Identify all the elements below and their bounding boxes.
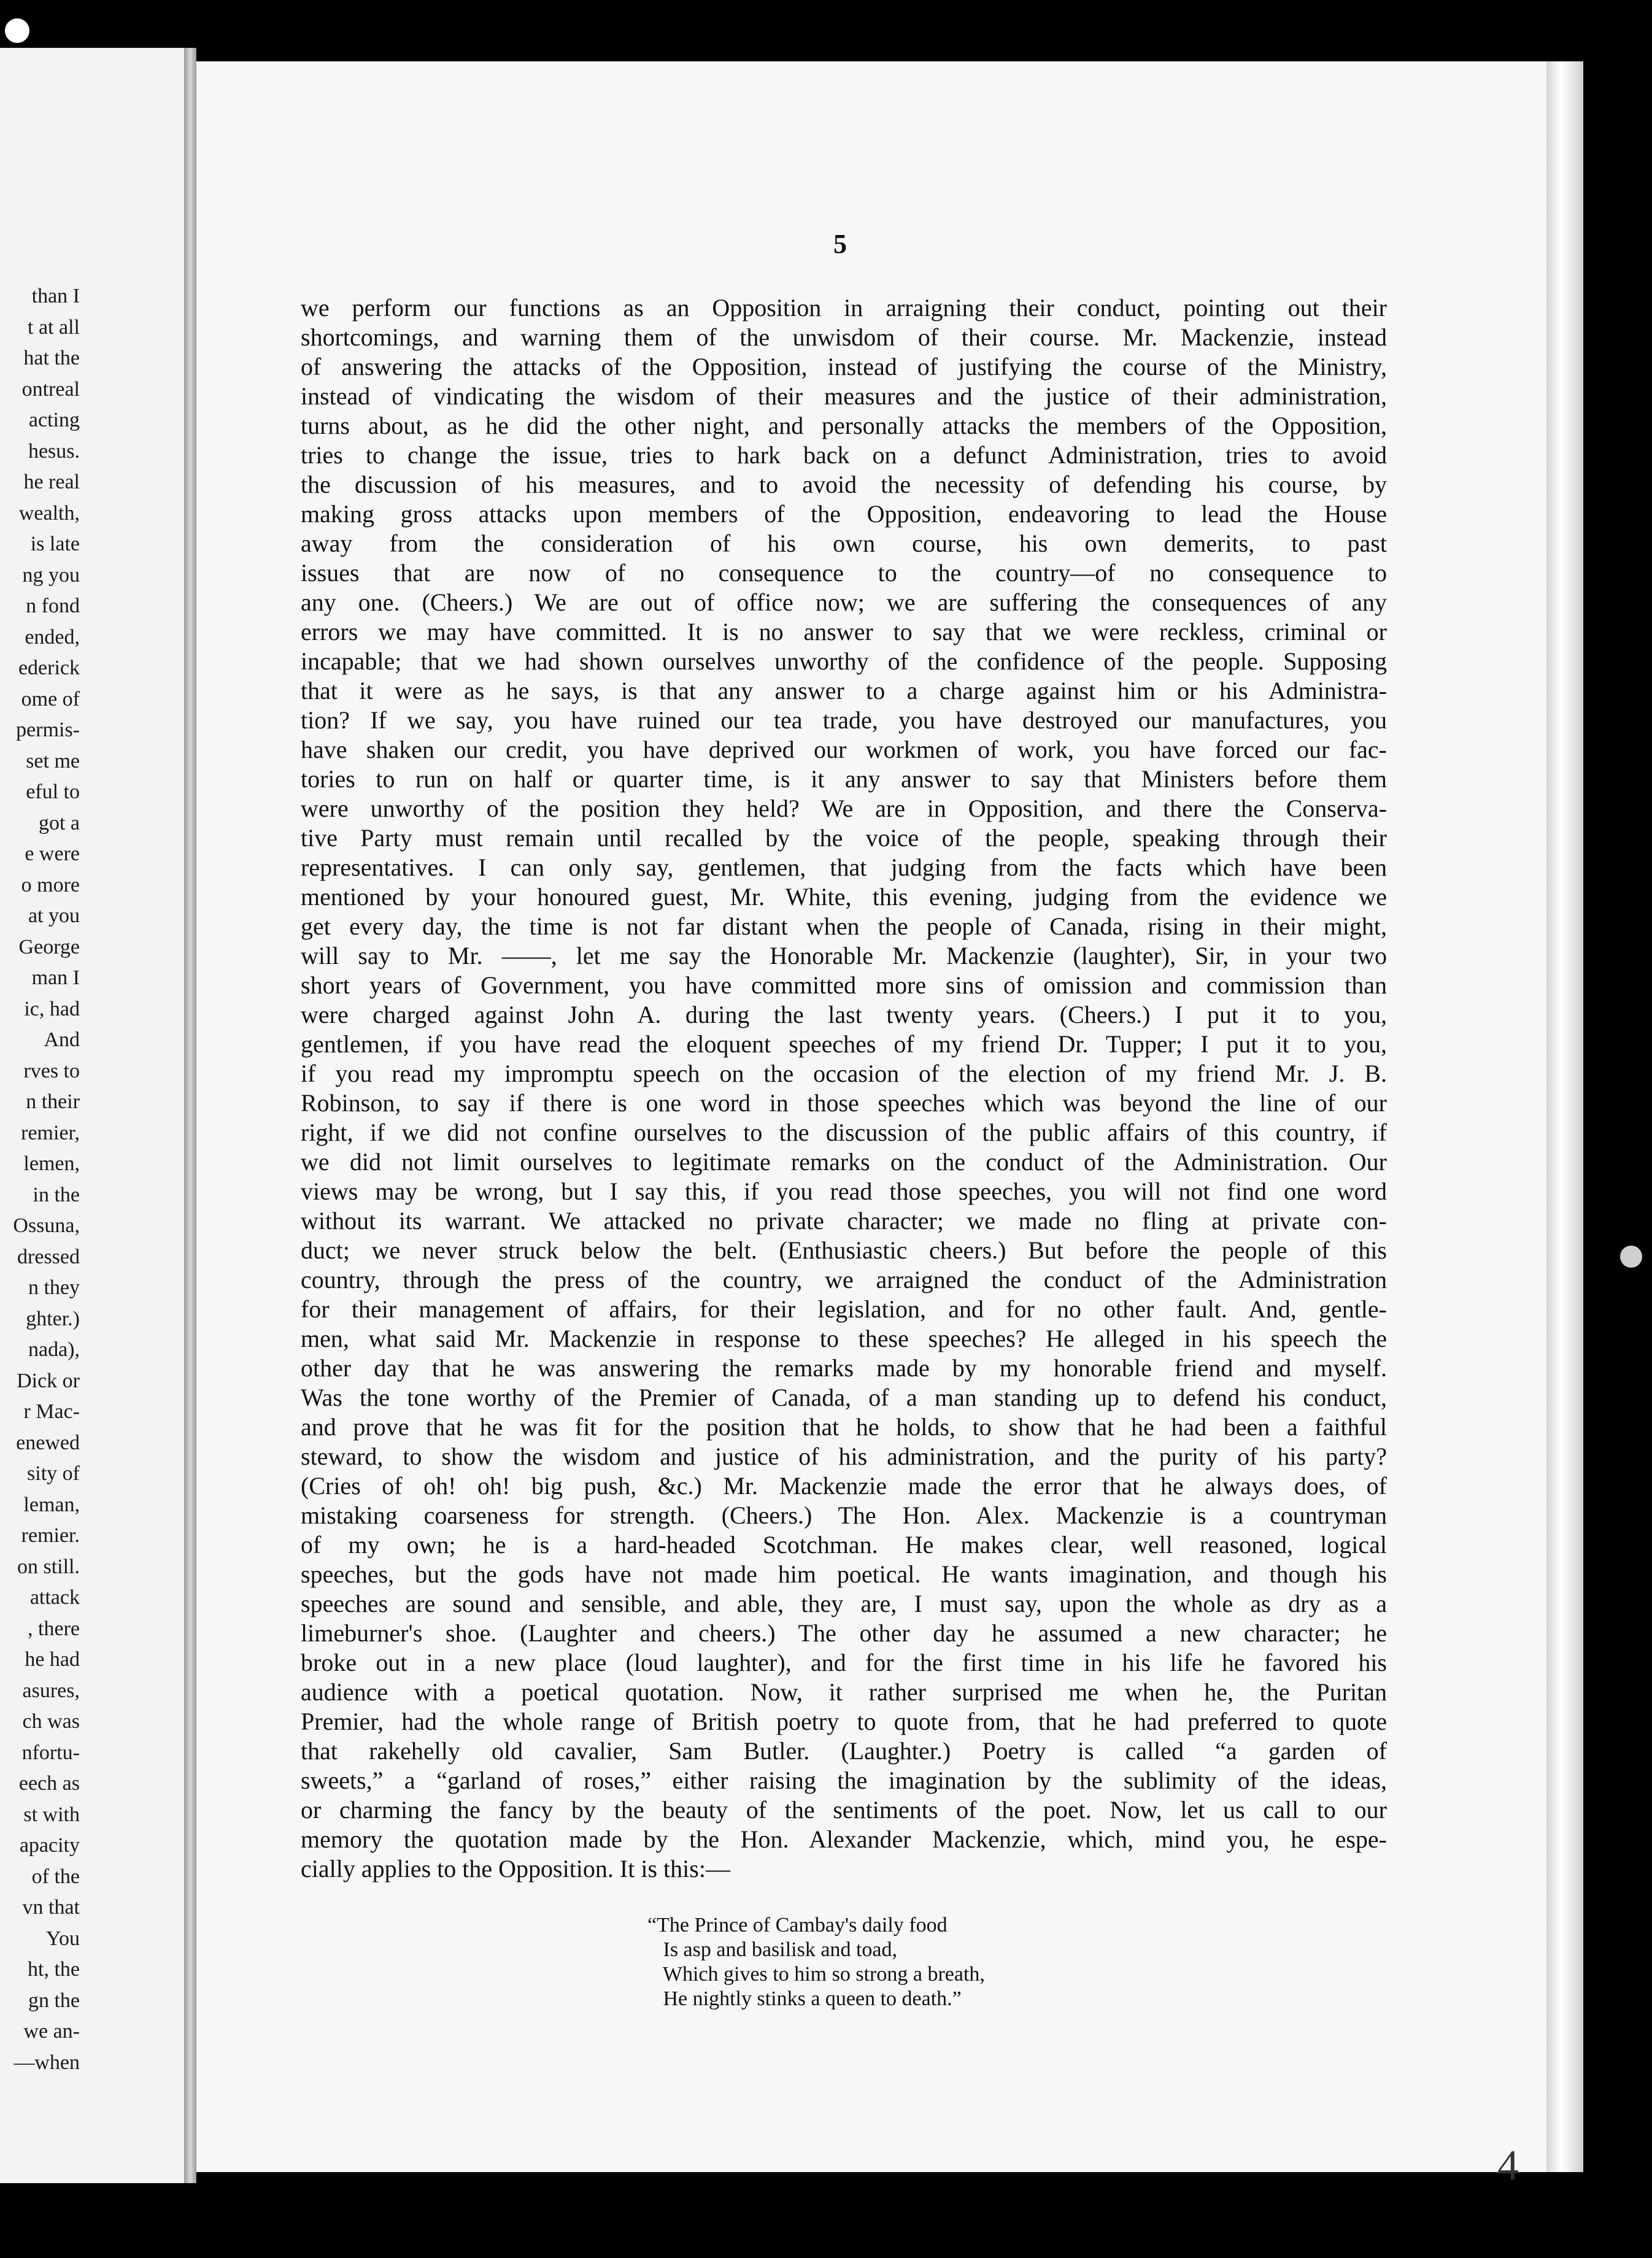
left-page-line: apacity [19,1834,80,1857]
text-line: that it were as he says, is that any answer to a charge against him or his Administra- [301,677,1387,704]
page-edge [1546,61,1583,2172]
left-page-line: remier. [21,1524,80,1547]
body-text [301,293,1387,1884]
text-line: of my own; he is a hard-headed Scotchman. He makes clear, well reasoned, logical [301,1531,1387,1559]
poem-line: He nightly stinks a queen to death.” [647,1987,962,2010]
page-number: 5 [833,229,847,259]
left-page-line: ghter.) [26,1307,80,1330]
left-page-line: he real [23,471,80,493]
left-page-line: on still. [17,1555,80,1578]
text-line: duct; we never struck below the belt. (Enthusiastic cheers.) But before the people of this [301,1236,1387,1264]
left-page-line: he had [25,1648,80,1671]
text-line: without its warrant. We attacked no private character; we made no fling at private con- [301,1207,1387,1235]
left-page-line: is late [30,533,80,555]
text-line: men, what said Mr. Mackenzie in response to these speeches? He alleged in his speech the [301,1325,1387,1352]
left-page-line: ht, the [28,1958,80,1981]
text-line: we perform our functions as an Opposition in arraigning their conduct, pointing out their [301,294,1387,322]
left-page-line: ic, had [24,997,80,1020]
text-line: incapable; that we had shown ourselves unworthy of the confidence of the people. Supposing [301,647,1387,675]
corner-handwritten-mark: 4 [1497,2142,1519,2189]
left-page-line: George [18,935,80,958]
left-page-line: man I [31,966,80,989]
text-line: tive Party must remain until recalled by the voice of the people, speaking through their [301,824,1387,852]
text-line: and prove that he was fit for the position that he holds, to show that he had been a faithful [301,1413,1387,1441]
text-line: tries to change the issue, tries to hark back on a defunct Administration, tries to avoid [301,441,1387,469]
text-line: other day that he was answering the remarks made by my honorable friend and myself. [301,1354,1387,1382]
text-line: gentlemen, if you have read the eloquent speeches of my friend Dr. Tupper; I put it to you, [301,1030,1387,1058]
left-page-fragment [0,48,184,2183]
left-page-line: st with [23,1803,80,1826]
left-page-line: ng you [22,563,80,587]
text-line: memory the quotation made by the Hon. Alexander Mackenzie, which, mind you, he espe- [301,1825,1387,1853]
text-line: turns about, as he did the other night, and personally attacks the members of the Opposition, [301,412,1387,439]
poem-line: “The Prince of Cambay's daily food [647,1914,948,1936]
left-page-line: nfortu- [21,1741,80,1764]
left-page-line: wealth, [18,501,80,525]
text-line: tion? If we say, you have ruined our tea trade, you have destroyed our manufactures, you [301,706,1387,734]
left-page-line: dressed [17,1245,80,1268]
left-page-line: we an- [23,2020,80,2043]
text-line: Robinson, to say if there is one word in those speeches which was beyond the line of our [301,1089,1387,1117]
text-line: that rakehelly old cavalier, Sam Butler. (Laughter.) Poetry is called “a garden of [301,1737,1387,1765]
left-page-line: in the [33,1183,80,1206]
text-line: representatives. I can only say, gentlemen, that judging from the facts which have been [301,853,1387,881]
text-line: if you read my impromptu speech on the occasion of the election of my friend Mr. J. B. [301,1060,1387,1087]
text-line: Was the tone worthy of the Premier of Canada, of a man standing up to defend his conduct, [301,1384,1387,1411]
text-line: views may be wrong, but I say this, if you read those speeches, you will not find one word [301,1177,1387,1205]
binding-hole-mark [1620,1246,1642,1268]
left-page-line: rves to [23,1059,80,1082]
text-line: issues that are now of no consequence to the country—of no consequence to [301,559,1387,587]
text-line: speeches, but the gods have not made him poetical. He wants imagination, and though his [301,1560,1387,1588]
left-page-line: ome of [21,687,80,711]
text-line: speeches are sound and sensible, and able, they are, I must say, upon the whole as dry as a [301,1590,1387,1617]
left-page-line: acting [28,409,80,431]
left-page-line: Dick or [17,1369,80,1392]
left-page-line: ch was [22,1710,80,1733]
left-page-line: lemen, [23,1152,80,1175]
left-page-line: remier, [21,1121,80,1144]
left-page-line: than I [31,285,80,307]
text-line: mentioned by your honoured guest, Mr. White, this evening, judging from the evidence we [301,883,1387,911]
left-page-line: ended, [25,625,80,649]
left-page-line: Ossuna, [13,1214,80,1237]
poem-line: Is asp and basilisk and toad, [647,1938,897,1961]
text-line: making gross attacks upon members of the Opposition, endeavoring to lead the House [301,500,1387,528]
left-page-line: asures, [22,1679,80,1702]
text-line: have shaken our credit, you have deprived our workmen of work, you have forced our fac- [301,736,1387,763]
left-page-line: n fond [26,595,80,617]
left-page-line: nada), [28,1338,80,1361]
text-line: will say to Mr. ——, let me say the Honorable Mr. Mackenzie (laughter), Sir, in your two [301,942,1387,969]
text-line: the discussion of his measures, and to avoid the necessity of defending his course, by [301,471,1387,498]
text-line: get every day, the time is not far distant when the people of Canada, rising in their might, [301,912,1387,940]
left-page-line: permis- [16,719,80,741]
left-page-line: of the [31,1865,80,1888]
left-page-line: got a [38,811,80,834]
text-line: sweets,” a “garland of roses,” either raising the imagination by the sublimity of the ideas, [301,1767,1387,1794]
poem-line: Which gives to him so strong a breath, [647,1963,985,1986]
left-page-line: You [45,1927,80,1950]
text-line: were charged against John A. during the last twenty years. (Cheers.) I put it to you, [301,1001,1387,1028]
punch-hole-mark [5,18,29,43]
text-line: mistaking coarseness for strength. (Cheers.) The Hon. Alex. Mackenzie is a countryman [301,1501,1387,1529]
text-line: steward, to show the wisdom and justice of his administration, and the purity of his party? [301,1443,1387,1470]
text-line: or charming the fancy by the beauty of the sentiments of the poet. Now, let us call to our [301,1796,1387,1824]
text-line: country, through the press of the country, we arraigned the conduct of the Administration [301,1266,1387,1293]
poem-quotation [647,1913,985,2011]
text-line: limeburner's shoe. (Laughter and cheers.) The other day he assumed a new character; he [301,1619,1387,1647]
left-page-line: , there [28,1617,80,1640]
text-line: any one. (Cheers.) We are out of office now; we are suffering the consequences of any [301,588,1387,616]
left-page-line: vn that [22,1896,80,1919]
left-page-line: ontreal [21,377,80,401]
left-page-line: o more [21,873,80,896]
text-line: (Cries of oh! oh! big push, &c.) Mr. Mackenzie made the error that he always does, of [301,1472,1387,1500]
left-page-line: r Mac- [23,1400,80,1423]
left-page-line: e were [25,842,80,865]
left-page-line: n they [28,1276,80,1299]
text-line: were unworthy of the position they held? We are in Opposition, and there the Conserva- [301,795,1387,822]
left-page-line: n their [26,1090,80,1113]
text-line: shortcomings, and warning them of the unwisdom of their course. Mr. Mackenzie, instead [301,323,1387,351]
text-line: Premier, had the whole range of British poetry to quote from, that he had preferred to quote [301,1708,1387,1735]
text-line: for their management of affairs, for their legislation, and for no other fault. And, gentle- [301,1295,1387,1323]
text-line: away from the consideration of his own course, his own demerits, to past [301,530,1387,557]
text-line: tories to run on half or quarter time, is it any answer to say that Ministers before them [301,765,1387,793]
text-line: short years of Government, you have committed more sins of omission and commission than [301,971,1387,999]
left-page-line: t at all [28,315,80,339]
text-line: we did not limit ourselves to legitimate remarks on the conduct of the Administration. Our [301,1148,1387,1176]
left-page-line: at you [28,904,80,927]
left-page-line: hat the [23,347,80,369]
text-line: broke out in a new place (loud laughter), and for the first time in his life he favored his [301,1649,1387,1676]
left-page-line: leman, [23,1493,80,1516]
text-line: right, if we did not confine ourselves to the discussion of the public affairs of this country, if [301,1119,1387,1146]
left-page-text [13,281,80,2078]
text-line: cially applies to the Opposition. It is this:— [301,1855,730,1882]
text-line: audience with a poetical quotation. Now, it rather surprised me when he, the Puritan [301,1678,1387,1706]
left-page-line: enewed [16,1431,80,1454]
left-page-line: And [44,1028,80,1051]
left-page-line: eech as [18,1772,80,1795]
text-line: errors we may have committed. It is no answer to say that we were reckless, criminal or [301,618,1387,645]
book-gutter [184,48,196,2183]
text-line: instead of vindicating the wisdom of their measures and the justice of their administration, [301,382,1387,410]
left-page-line: hesus. [28,439,80,463]
left-page-line: eful to [26,780,80,803]
left-page-line: —when [14,2051,80,2074]
left-page-line: gn the [28,1989,80,2012]
left-page-line: ederick [18,657,80,679]
left-page-line: attack [29,1586,80,1609]
left-page-line: set me [26,749,80,773]
left-page-line: sity of [27,1462,80,1485]
text-line: of answering the attacks of the Opposition, instead of justifying the course of the Ministry, [301,353,1387,380]
